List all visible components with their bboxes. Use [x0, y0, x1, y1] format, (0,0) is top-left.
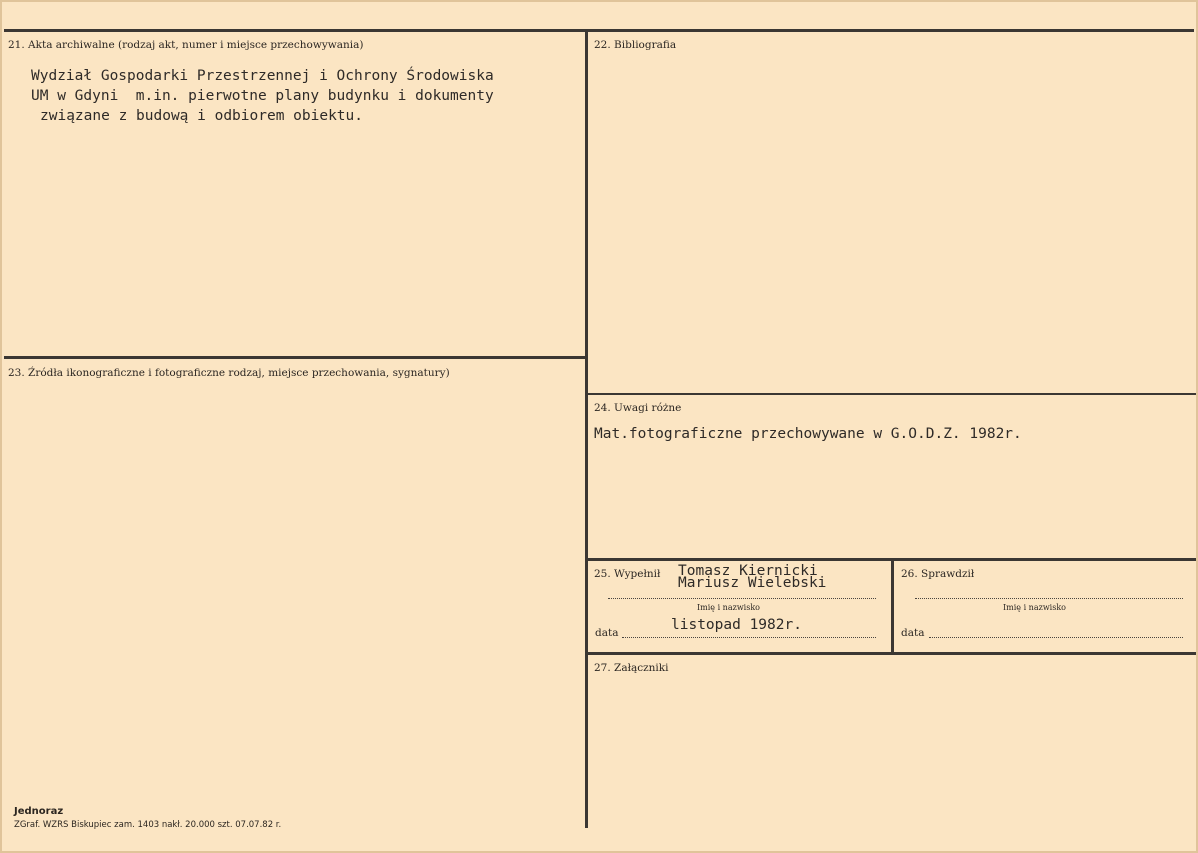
section-21-line-3: związane z budową i odbiorem obiektu.: [40, 108, 364, 124]
checked-by-date-line: [929, 637, 1183, 638]
footer-title: Jednoraz: [14, 806, 64, 817]
vertical-divider: [585, 31, 588, 828]
checked-by-date-label: data: [901, 627, 925, 639]
section-21-line-2: UM w Gdyni m.in. pierwotne plany budynku i dokumenty: [31, 88, 494, 104]
top-border: [4, 29, 1194, 32]
section-22-label: 22. Bibliografia: [594, 39, 677, 51]
section-24-text: Mat.fotograficzne przechowywane w G.O.D.Z. 1982r.: [594, 426, 1022, 442]
divider-22-24: [586, 393, 1196, 395]
filled-by-name-1: Tomasz Kiernicki: [678, 563, 818, 579]
section-23-label: 23. Źródła ikonograficzne i fotograficzne rodzaj, miejsce przechowania, sygnatury): [8, 367, 450, 379]
divider-21-23: [4, 356, 586, 359]
section-24-label: 24. Uwagi różne: [594, 402, 682, 414]
filled-by-date-label: data: [595, 627, 619, 639]
checked-by-name-caption: Imię i nazwisko: [1003, 603, 1066, 612]
section-25-label: 25. Wypełnił: [594, 568, 661, 580]
filled-by-date-line: [622, 637, 876, 638]
section-26-label: 26. Sprawdził: [901, 568, 975, 580]
divider-25-26: [891, 560, 894, 654]
filled-by-name-line: [608, 598, 876, 599]
section-21-line-1: Wydział Gospodarki Przestrzennej i Ochrony Środowiska: [31, 68, 494, 84]
section-21-label: 21. Akta archiwalne (rodzaj akt, numer i miejsce przechowywania): [8, 39, 364, 51]
filled-by-date-value: listopad 1982r.: [671, 617, 802, 633]
divider-25-27: [586, 652, 1196, 655]
filled-by-name-caption: Imię i nazwisko: [697, 603, 760, 612]
checked-by-name-line: [915, 598, 1183, 599]
footer-imprint: ZGraf. WZRS Biskupiec zam. 1403 nakł. 20.000 szt. 07.07.82 r.: [14, 820, 282, 830]
filled-by-name-2: Mariusz Wielebski: [678, 575, 827, 591]
section-27-label: 27. Załączniki: [594, 662, 669, 674]
